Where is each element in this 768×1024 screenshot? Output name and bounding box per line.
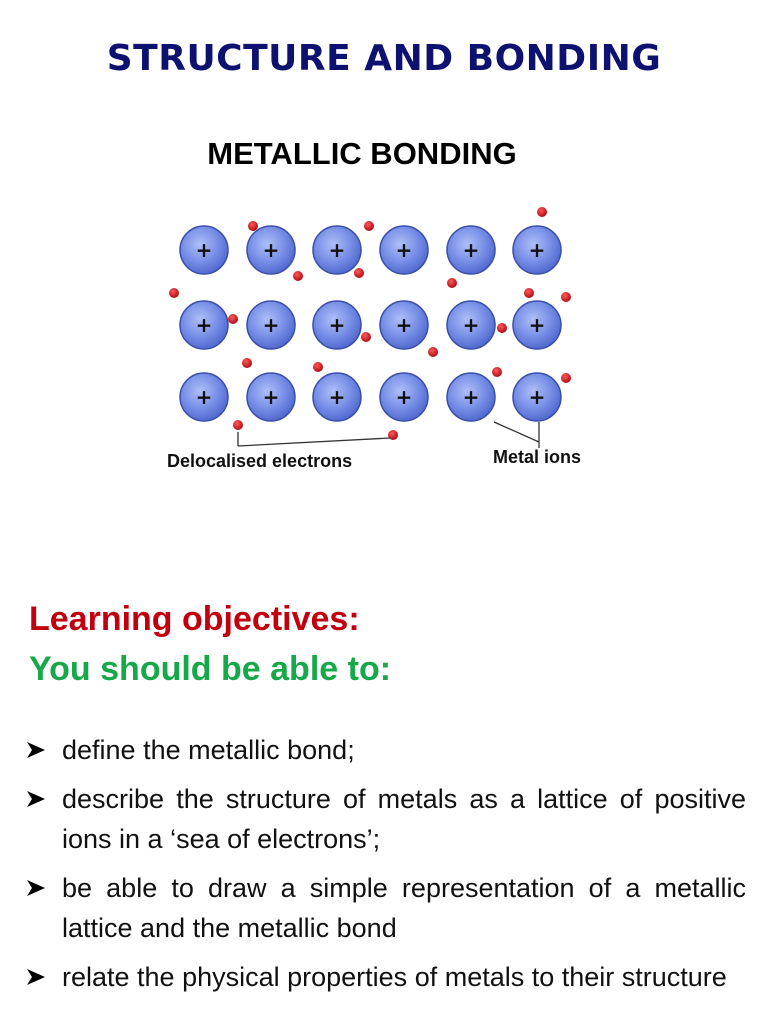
metal-ion [447, 373, 495, 421]
metal-ion [180, 226, 228, 274]
learning-objectives-heading: Learning objectives: [29, 600, 360, 638]
electrons-leader-right [238, 438, 390, 446]
delocalised-electron [313, 362, 323, 372]
delocalised-electron [524, 288, 534, 298]
metal-ion [380, 373, 428, 421]
metal-ion [380, 226, 428, 274]
delocalised-electron [497, 323, 507, 333]
ion-charge-label: + [262, 238, 280, 262]
metal-ion [513, 373, 561, 421]
objectives-list [24, 730, 746, 1006]
metal-ion [313, 226, 361, 274]
objective-text: define the metallic bond; [62, 735, 355, 765]
page-title: STRUCTURE AND BONDING [106, 38, 662, 79]
objective-item [24, 779, 746, 859]
ion-charge-label: + [462, 385, 480, 409]
ion-charge-label: + [528, 238, 546, 262]
ion-charge-label: + [195, 238, 213, 262]
delocalised-electron [361, 332, 371, 342]
objective-item [24, 868, 746, 948]
arrow-bullet-icon [26, 741, 46, 759]
delocalised-electron [169, 288, 179, 298]
objective-text: describe the structure of metals as a lattice of positive ions in a ‘sea of electrons’; [62, 784, 746, 854]
ion-charge-label: + [462, 238, 480, 262]
delocalised-electron [354, 268, 364, 278]
delocalised-electrons-label: Delocalised electrons [167, 451, 353, 471]
delocalised-electron [233, 420, 243, 430]
ions-leader-left [494, 422, 539, 442]
delocalised-electron [537, 207, 547, 217]
delocalised-electron [293, 271, 303, 281]
ion-charge-label: + [195, 385, 213, 409]
metal-ion [513, 301, 561, 349]
delocalised-electron [561, 292, 571, 302]
delocalised-electron [242, 358, 252, 368]
section-subtitle: METALLIC BONDING [207, 136, 517, 171]
metal-ion [447, 301, 495, 349]
ion-charge-label: + [528, 313, 546, 337]
objective-text: relate the physical properties of metals to their structure [62, 962, 727, 992]
metal-ion [313, 301, 361, 349]
metal-ion [247, 301, 295, 349]
metal-ion [247, 373, 295, 421]
ion-charge-label: + [395, 313, 413, 337]
ion-charge-label: + [395, 238, 413, 262]
metal-ion [247, 226, 295, 274]
metal-ion [180, 373, 228, 421]
metal-ion [180, 301, 228, 349]
ion-charge-label: + [262, 385, 280, 409]
ion-charge-label: + [262, 313, 280, 337]
ion-charge-label: + [195, 313, 213, 337]
arrow-bullet-icon [26, 790, 46, 808]
metal-ion [447, 226, 495, 274]
delocalised-electron [364, 221, 374, 231]
delocalised-electron [248, 221, 258, 231]
metal-ion [313, 373, 361, 421]
delocalised-electron [447, 278, 457, 288]
delocalised-electron [428, 347, 438, 357]
delocalised-electron [561, 373, 571, 383]
delocalised-electron [228, 314, 238, 324]
ion-charge-label: + [328, 238, 346, 262]
ion-charge-label: + [328, 385, 346, 409]
arrow-bullet-icon [26, 968, 46, 986]
metallic-lattice-diagram [0, 196, 768, 486]
arrow-bullet-icon [26, 879, 46, 897]
ion-charge-label: + [328, 313, 346, 337]
metal-ion [513, 226, 561, 274]
objective-item [24, 957, 746, 997]
objective-text: be able to draw a simple representation of a metallic lattice and the metallic bond [62, 873, 746, 943]
ion-charge-label: + [462, 313, 480, 337]
metal-ion [380, 301, 428, 349]
ion-charge-label: + [395, 385, 413, 409]
objective-item [24, 730, 746, 770]
metal-ions-label: Metal ions [493, 447, 582, 467]
learning-objectives-subheading: You should be able to: [29, 650, 392, 688]
ion-charge-label: + [528, 385, 546, 409]
delocalised-electron [492, 367, 502, 377]
